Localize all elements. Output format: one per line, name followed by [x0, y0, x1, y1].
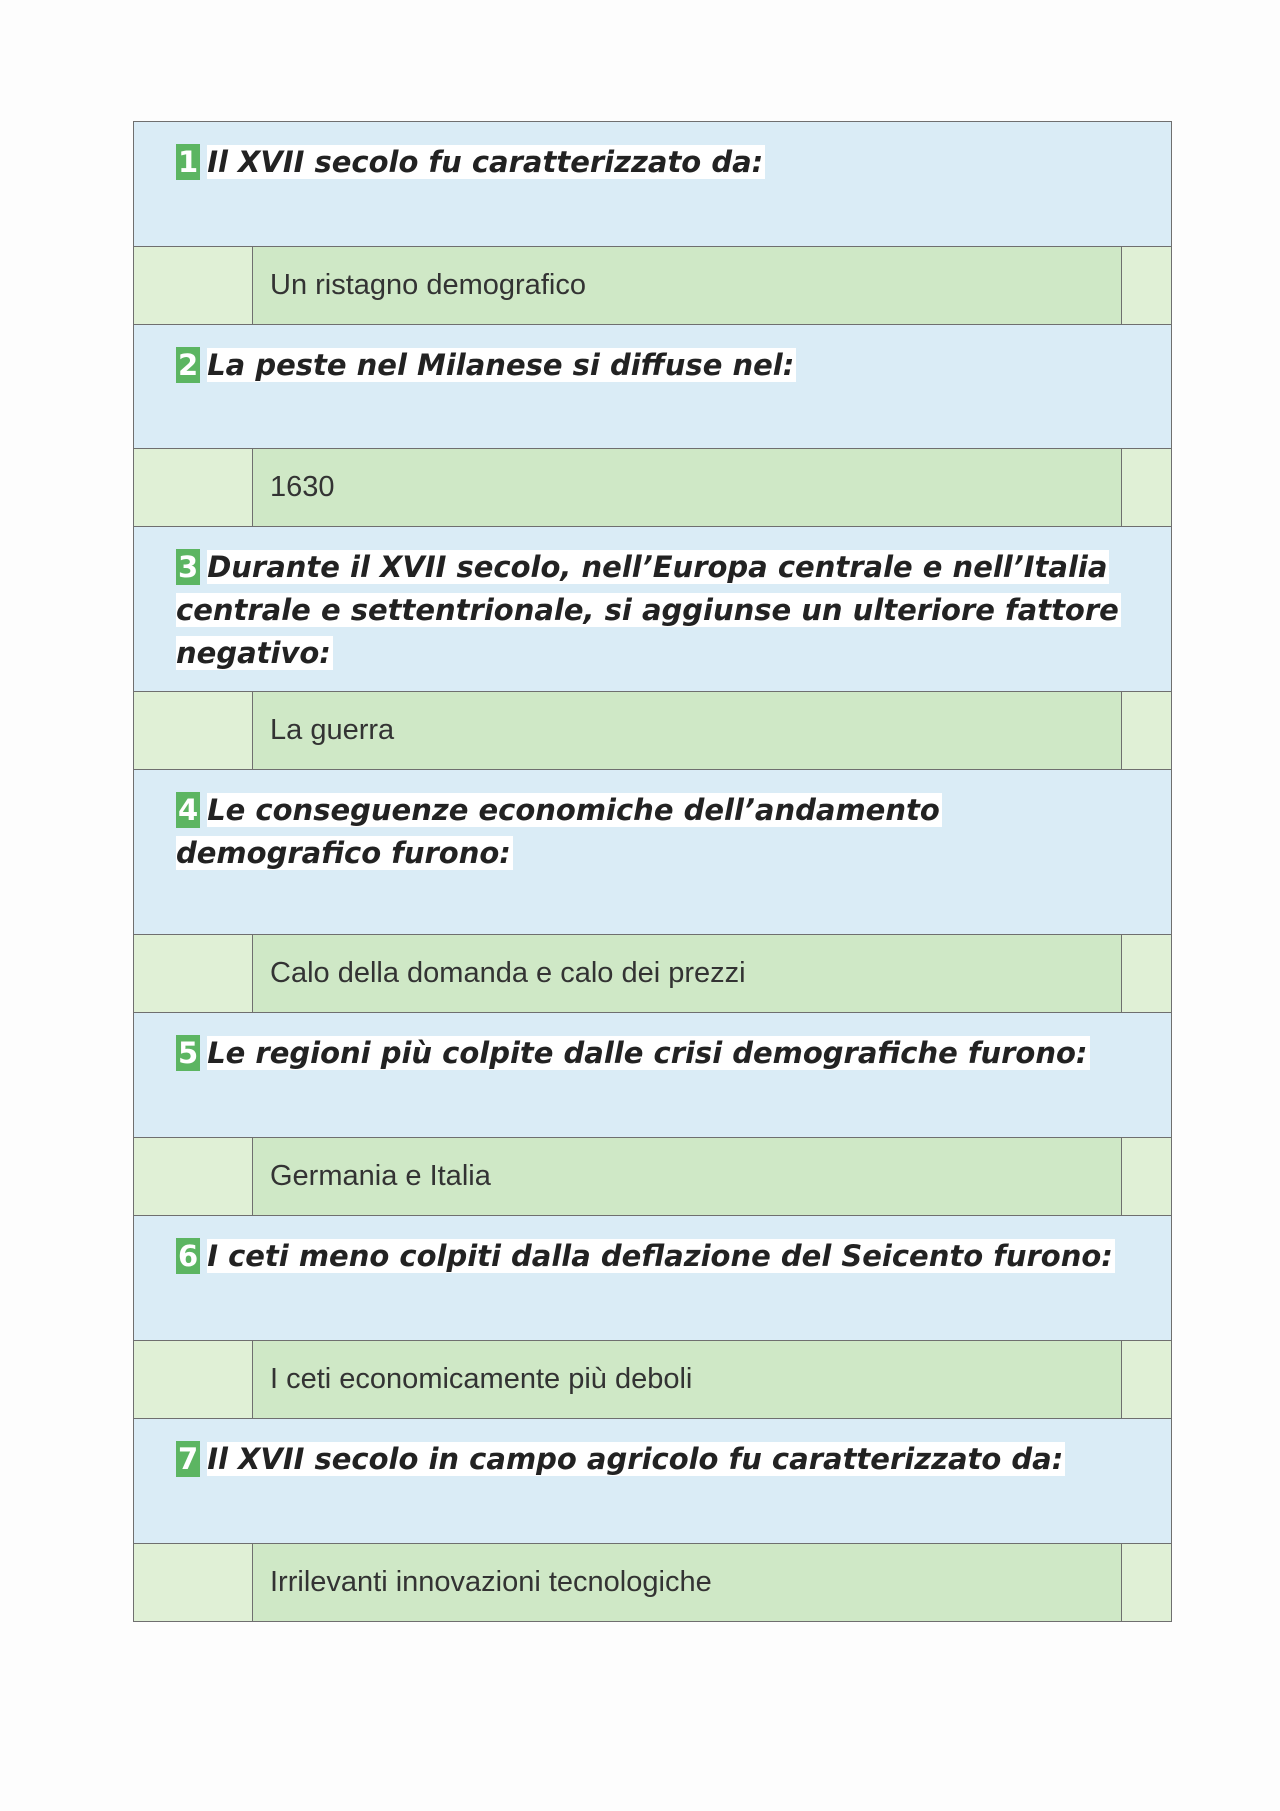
- answer-text: La guerra: [253, 692, 1121, 769]
- answer-text: Un ristagno demografico: [253, 247, 1121, 324]
- question-number-badge: 1: [178, 145, 199, 179]
- question-text: [176, 141, 1147, 184]
- question-row: [134, 770, 1171, 935]
- answer-row: [134, 449, 1171, 527]
- answer-right-cell: [1121, 1341, 1171, 1418]
- answer-right-cell: [1121, 1544, 1171, 1621]
- question-row: [134, 1013, 1171, 1138]
- question-row: [134, 1419, 1171, 1544]
- answer-right-cell: [1121, 1138, 1171, 1215]
- question-label: Durante il XVII secolo, nell’Europa centrale e nell’Italia centrale e settentrionale, si aggiunse un ulteriore fattore negativo:: [176, 550, 1119, 670]
- question-number-badge: 3: [178, 550, 199, 584]
- answer-left-cell: [134, 692, 253, 769]
- question-label: Le regioni più colpite dalle crisi demografiche furono:: [207, 1036, 1088, 1070]
- question-label: Le conseguenze economiche dell’andamento demografico furono:: [176, 793, 940, 870]
- answer-text: 1630: [253, 449, 1121, 526]
- question-text: [176, 344, 1147, 387]
- question-number-badge: 7: [178, 1442, 199, 1476]
- question-number-badge: 5: [178, 1036, 199, 1070]
- question-label: I ceti meno colpiti dalla deflazione del Seicento furono:: [207, 1239, 1113, 1273]
- question-text: [176, 1032, 1147, 1075]
- answer-row: [134, 692, 1171, 770]
- answer-row: [134, 935, 1171, 1013]
- answer-row: [134, 247, 1171, 325]
- answer-row: [134, 1138, 1171, 1216]
- answer-text: Germania e Italia: [253, 1138, 1121, 1215]
- answer-left-cell: [134, 935, 253, 1012]
- answer-left-cell: [134, 449, 253, 526]
- question-text: [176, 546, 1147, 675]
- question-label: La peste nel Milanese si diffuse nel:: [207, 348, 795, 382]
- answer-text: Irrilevanti innovazioni tecnologiche: [253, 1544, 1121, 1621]
- answer-left-cell: [134, 1341, 253, 1418]
- question-text: [176, 1438, 1147, 1481]
- quiz-table: [133, 121, 1172, 1622]
- answer-text: Calo della domanda e calo dei prezzi: [253, 935, 1121, 1012]
- question-row: [134, 122, 1171, 247]
- question-number-badge: 2: [178, 348, 199, 382]
- question-number-badge: 6: [178, 1239, 199, 1273]
- question-text: [176, 789, 1147, 875]
- answer-right-cell: [1121, 935, 1171, 1012]
- question-row: [134, 527, 1171, 692]
- answer-left-cell: [134, 247, 253, 324]
- question-row: [134, 325, 1171, 449]
- question-text: [176, 1235, 1147, 1278]
- question-number-badge: 4: [178, 793, 199, 827]
- answer-text: I ceti economicamente più deboli: [253, 1341, 1121, 1418]
- answer-left-cell: [134, 1138, 253, 1215]
- question-label: Il XVII secolo fu caratterizzato da:: [207, 145, 764, 179]
- question-row: [134, 1216, 1171, 1341]
- answer-right-cell: [1121, 692, 1171, 769]
- answer-row: [134, 1341, 1171, 1419]
- answer-left-cell: [134, 1544, 253, 1621]
- answer-row: [134, 1544, 1171, 1622]
- answer-right-cell: [1121, 247, 1171, 324]
- answer-right-cell: [1121, 449, 1171, 526]
- question-label: Il XVII secolo in campo agricolo fu caratterizzato da:: [207, 1442, 1064, 1476]
